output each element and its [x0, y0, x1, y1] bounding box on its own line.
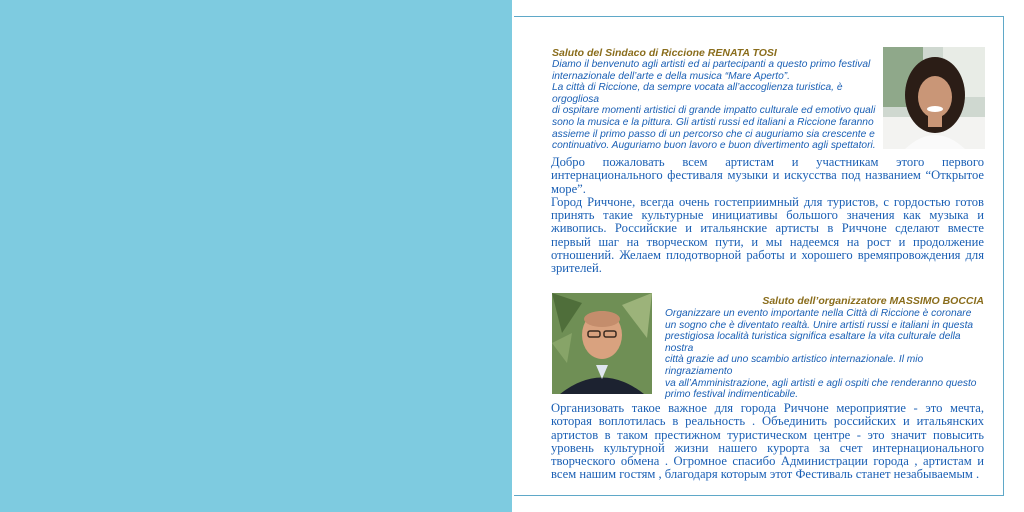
text-line: va all’Amministrazione, agli artisti e agli ospiti che renderanno questo [665, 377, 977, 389]
organizer-greeting-title: Saluto dell’organizzatore MASSIMO BOCCIA [762, 295, 984, 307]
organizer-greeting-italian [665, 308, 985, 401]
text-paragraph: Организовать такое важное для города Риччоне мероприятие - это мечта, которая воплотилась в реальность . Объединить российских и итальянских артистов в таком престижном туристическом центре - это значит повысить уровень культурной жизни нашего курорта за счет интернационального творческого обмена . Огромное спасибо Администрации города , артистам и всем нашим гостям , благодаря которым этот Фестиваль станет незабываемым . [551, 401, 984, 482]
mayor-photo [883, 47, 985, 149]
text-line: Diamo il benvenuto agli artisti ed ai partecipanti a questo primo festival [552, 59, 871, 70]
organizer-photo [552, 293, 652, 394]
text-line: di ospitare momenti artistici di grande impatto culturale ed emotivo quali [552, 105, 876, 117]
text-line: primo festival indimenticabile. [665, 389, 799, 401]
text-line: assieme il primo passo di un percorso che ci auguriamo sia crescente e [552, 128, 875, 140]
text-line: prestigiosa località turistica significa esaltare la vita culturale della nostra [665, 331, 961, 354]
text-line: La città di Riccione, da sempre vocata all’accoglienza turistica, è orgogliosa [552, 82, 843, 105]
text-line: continuativo. Auguriamo buon lavoro e buon divertimento agli spettatori. [552, 140, 876, 152]
mayor-greeting-russian [551, 156, 984, 276]
mayor-greeting-italian [552, 59, 878, 152]
organizer-greeting-russian [551, 402, 984, 482]
mayor-greeting-title: Saluto del Sindaco di Riccione RENATA TOSI [552, 47, 777, 59]
text-paragraph: Добро пожаловать всем артистам и участникам этого первого интернационального фестиваля музыки и искусства под названием “Открытое море”. [551, 155, 984, 196]
text-line: Organizzare un evento importante nella Città di Riccione è coronare [665, 308, 972, 319]
text-line: città grazie ad uno scambio artistico internazionale. Il mio ringraziamento [665, 354, 924, 377]
text-line: sono la musica e la pittura. Gli artisti russi ed italiani a Riccione faranno [552, 116, 874, 128]
text-paragraph: Город Риччоне, всегда очень гостеприимный для туристов, с гордостью готов принять такие культурные инициативы большого значения как музыка и живопись. Российские и итальянские артисты в Риччоне сделают вместе первый шаг на творческом пути, и мы надеемся на рост и продолжение отношений. Желаем плодотворной работы и хорошего времяпровождения для зрителей. [551, 194, 984, 276]
text-line: un sogno che è diventato realtà. Unire artisti russi e italiani in questa [665, 319, 974, 331]
text-line: internazionale dell’arte e della musica “Mare Aperto”. [552, 70, 791, 82]
